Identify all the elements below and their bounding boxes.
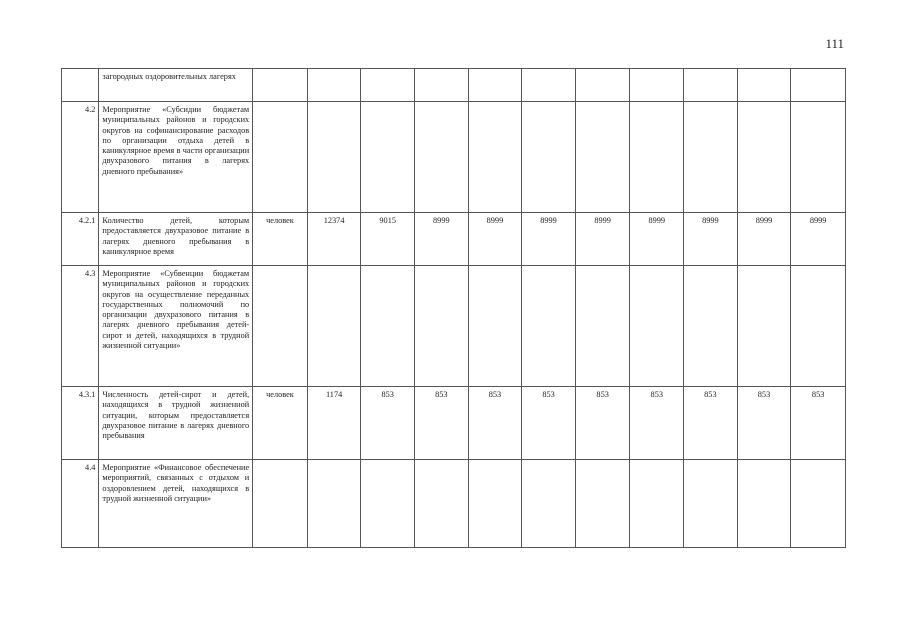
row-value [415,102,469,213]
row-value: 8999 [791,213,846,266]
row-value [522,266,576,387]
row-value [630,102,684,213]
row-value [307,460,361,548]
row-value: 8999 [415,213,469,266]
row-number: 4.4 [62,460,99,548]
row-number: 4.3.1 [62,387,99,460]
row-value [415,460,469,548]
row-value: 1174 [307,387,361,460]
row-value [522,102,576,213]
row-description: Мероприятие «Субсидии бюджетам муниципальных районов и городских округов на софинансирование расходов по организации отдыха детей в каникулярное время в части организации двухразового питания в лагерях дневного пребывания» [99,102,253,213]
table-row [62,69,846,102]
row-description: Численность детей-сирот и детей, находящихся в трудной жизненной ситуации, которым предоставляется двухразовое питание в лагерях дневного пребывания [99,387,253,460]
row-unit: человек [253,213,308,266]
row-unit [253,460,308,548]
row-value: 853 [522,387,576,460]
row-value: 853 [684,387,738,460]
row-value [575,266,630,387]
row-value: 8999 [630,213,684,266]
row-value [361,266,415,387]
row-value [468,460,522,548]
table-row [62,387,846,460]
indicators-table [61,68,846,548]
row-value [737,102,791,213]
row-value [791,102,846,213]
row-value [415,266,469,387]
row-value [684,460,738,548]
row-value: 12374 [307,213,361,266]
row-value: 8999 [522,213,576,266]
row-unit: человек [253,387,308,460]
row-value [737,266,791,387]
row-value: 853 [361,387,415,460]
row-value [522,460,576,548]
row-value [737,460,791,548]
row-value [737,69,791,102]
row-value [361,460,415,548]
row-description: Мероприятие «Финансовое обеспечение мероприятий, связанных с отдыхом и оздоровлением детей, находящихся в трудной жизненной ситуации» [99,460,253,548]
row-value [361,102,415,213]
row-value: 853 [468,387,522,460]
row-value [468,102,522,213]
table-row [62,102,846,213]
row-value [575,102,630,213]
row-value: 8999 [575,213,630,266]
row-number: 4.2 [62,102,99,213]
row-value: 853 [415,387,469,460]
row-unit [253,69,308,102]
row-value [575,69,630,102]
row-description: загородных оздоровительных лагерях [99,69,253,102]
row-value [468,266,522,387]
row-value [307,266,361,387]
row-number: 4.2.1 [62,213,99,266]
row-value [575,460,630,548]
row-value [791,460,846,548]
row-value: 8999 [737,213,791,266]
page-number: 111 [825,36,844,51]
row-value [791,266,846,387]
row-value: 8999 [468,213,522,266]
row-value [630,460,684,548]
row-unit [253,102,308,213]
row-value [684,102,738,213]
row-unit [253,266,308,387]
row-value: 853 [630,387,684,460]
row-value [684,266,738,387]
row-value [307,69,361,102]
row-value [791,69,846,102]
row-description: Мероприятие «Субвенции бюджетам муниципальных районов и городских округов на осуществление переданных государственных полномочий по организации двухразового питания в лагерях дневного пребывания детей-сирот и детей, находящихся в трудной жизненной ситуации» [99,266,253,387]
row-value: 853 [737,387,791,460]
row-description: Количество детей, которым предоставляется двухразовое питание в лагерях дневного пребывания в каникулярное время [99,213,253,266]
row-value [630,69,684,102]
table-row [62,266,846,387]
row-value [468,69,522,102]
row-number [62,69,99,102]
row-value [307,102,361,213]
row-value [522,69,576,102]
row-value: 853 [575,387,630,460]
table-row [62,460,846,548]
row-value: 853 [791,387,846,460]
row-number: 4.3 [62,266,99,387]
row-value [630,266,684,387]
row-value [361,69,415,102]
table-row [62,213,846,266]
row-value [684,69,738,102]
row-value [415,69,469,102]
row-value: 8999 [684,213,738,266]
row-value: 9015 [361,213,415,266]
